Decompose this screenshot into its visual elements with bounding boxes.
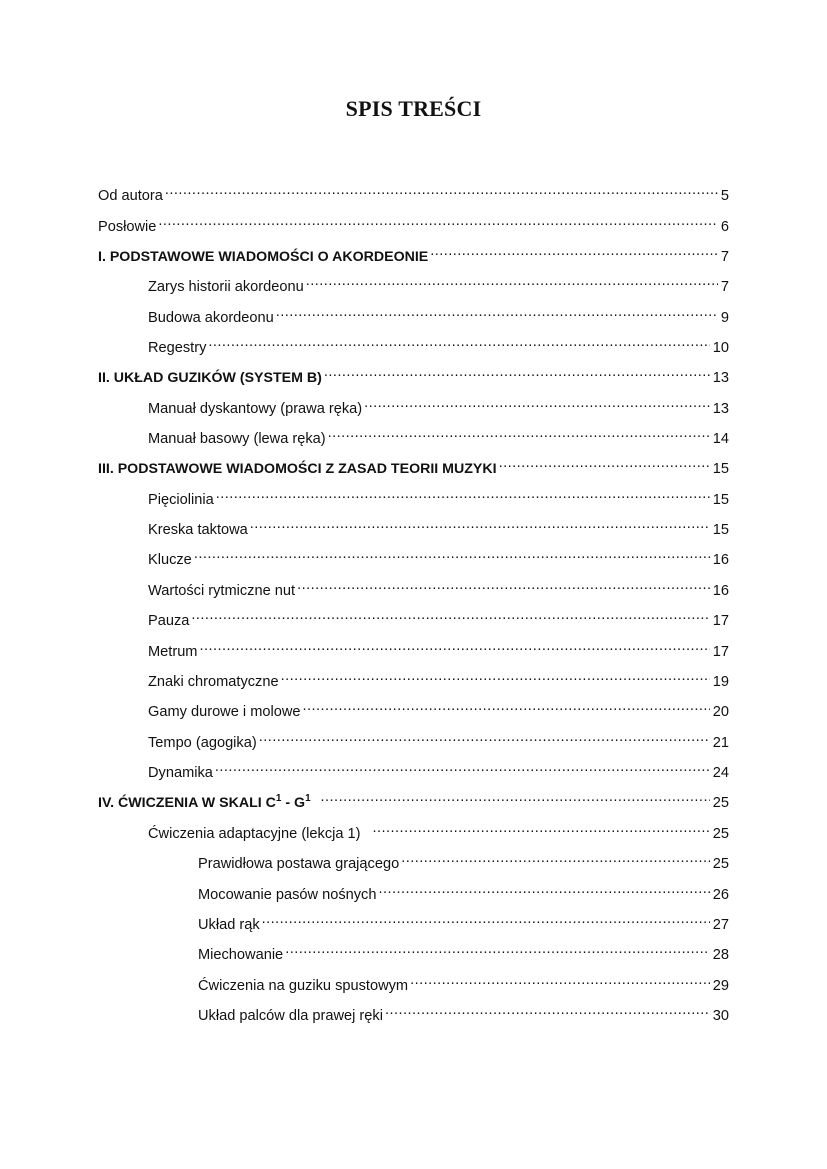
toc-page-number: 13 <box>712 370 729 386</box>
toc-entry[interactable] <box>198 937 729 963</box>
dot-leader <box>373 816 710 838</box>
toc-chapter-entry[interactable] <box>98 451 729 477</box>
toc-page-number: 25 <box>712 856 729 872</box>
toc-entry[interactable] <box>98 178 729 204</box>
toc-entry[interactable] <box>148 573 729 599</box>
toc-entry-label: Posłowie <box>98 219 157 235</box>
dot-leader <box>430 239 718 261</box>
dot-leader <box>306 269 718 291</box>
toc-chapter-entry[interactable] <box>98 360 729 386</box>
dot-leader <box>208 330 709 352</box>
dot-leader <box>262 907 710 929</box>
toc-entry-label: Miechowanie <box>198 947 284 963</box>
toc-page-number: 9 <box>720 310 729 326</box>
toc-page-number: 27 <box>712 917 729 933</box>
toc-entry-label: Pięciolinia <box>148 492 214 508</box>
toc-page-number: 7 <box>720 249 729 265</box>
toc-entry[interactable] <box>148 269 729 295</box>
toc-entry[interactable] <box>198 907 729 933</box>
toc-entry-label: II. UKŁAD GUZIKÓW (SYSTEM B) <box>98 370 322 386</box>
toc-entry-label: Manuał dyskantowy (prawa ręka) <box>148 401 363 417</box>
dot-leader <box>324 360 710 382</box>
toc-page-number: 16 <box>712 552 729 568</box>
toc-entry[interactable] <box>198 846 729 872</box>
dot-leader <box>302 694 709 716</box>
toc-entry-label: Wartości rytmiczne nut <box>148 583 296 599</box>
toc-page-number: 19 <box>712 674 729 690</box>
toc-page-number: 10 <box>712 340 729 356</box>
superscript: 1 <box>275 793 282 804</box>
dot-leader <box>297 573 710 595</box>
toc-entry-label: Klucze <box>148 552 192 568</box>
toc-entry[interactable] <box>198 968 729 994</box>
toc-page-number: 17 <box>712 613 729 629</box>
toc-entry-label: I. PODSTAWOWE WIADOMOŚCI O AKORDEONIE <box>98 249 429 265</box>
dot-leader <box>281 664 710 686</box>
toc-page-number: 13 <box>712 401 729 417</box>
toc-entry[interactable] <box>198 877 729 903</box>
toc-page-number: 20 <box>712 704 729 720</box>
toc-page-number: 26 <box>712 887 729 903</box>
toc-entry[interactable] <box>148 300 729 326</box>
dot-leader <box>191 603 709 625</box>
toc-entry[interactable] <box>98 209 729 235</box>
dot-leader <box>401 846 710 868</box>
toc-page-number: 6 <box>720 219 729 235</box>
toc-entry-label: Prawidłowa postawa grającego <box>198 856 400 872</box>
toc-entry[interactable] <box>148 391 729 417</box>
superscript: 1 <box>305 793 311 804</box>
dot-leader <box>410 968 710 990</box>
dot-leader <box>378 877 709 899</box>
dot-leader <box>194 542 710 564</box>
toc-entry[interactable] <box>148 482 729 508</box>
dot-leader <box>276 300 718 322</box>
toc-entry-label: Kreska taktowa <box>148 522 248 538</box>
toc-entry-label-text: IV. ĆWICZENIA W SKALI C <box>98 795 276 811</box>
toc-page-number: 17 <box>712 644 729 660</box>
toc-page-number: 14 <box>712 431 729 447</box>
toc-entry[interactable] <box>148 542 729 568</box>
dot-leader <box>321 785 710 807</box>
toc-entry-label: Układ palców dla prawej ręki <box>198 1008 383 1024</box>
dot-leader <box>259 725 710 747</box>
toc-entry[interactable] <box>148 694 729 720</box>
toc-entry-label: Metrum <box>148 644 198 660</box>
toc-entry-label: Ćwiczenia adaptacyjne (lekcja 1) <box>148 826 361 842</box>
toc-entry-label: Pauza <box>148 613 190 629</box>
toc-entry-label: Tempo (agogika) <box>148 735 257 751</box>
toc-page-number: 15 <box>712 522 729 538</box>
toc-entry[interactable] <box>148 816 729 842</box>
toc-chapter-entry[interactable] <box>98 239 729 265</box>
toc-page-number: 28 <box>712 947 729 963</box>
dot-leader <box>385 998 710 1020</box>
toc-entry-label-text: - G <box>281 795 306 811</box>
toc-entry-label: Gamy durowe i molowe <box>148 704 301 720</box>
toc-entry-label: Budowa akordeonu <box>148 310 274 326</box>
toc-page-number: 15 <box>712 492 729 508</box>
toc-entry-label: III. PODSTAWOWE WIADOMOŚCI Z ZASAD TEORII MUZYKI <box>98 461 497 477</box>
toc-page-number: 7 <box>720 279 729 295</box>
toc-entry[interactable] <box>148 725 729 751</box>
toc-page-number: 25 <box>712 795 729 811</box>
toc-entry-label: Dynamika <box>148 765 213 781</box>
toc-entry-label: Układ rąk <box>198 917 260 933</box>
dot-leader <box>216 482 710 504</box>
toc-entry[interactable] <box>148 603 729 629</box>
dot-leader <box>165 178 718 200</box>
toc-page-number: 30 <box>712 1008 729 1024</box>
dot-leader <box>285 937 710 959</box>
toc-page-number: 29 <box>712 978 729 994</box>
toc-entry-label: Zarys historii akordeonu <box>148 279 304 295</box>
dot-leader <box>158 209 717 231</box>
toc-entry[interactable] <box>148 755 729 781</box>
toc-page-number: 15 <box>712 461 729 477</box>
toc-page-number: 21 <box>712 735 729 751</box>
dot-leader <box>499 451 710 473</box>
dot-leader <box>250 512 710 534</box>
dot-leader <box>215 755 710 777</box>
toc-page-number: 16 <box>712 583 729 599</box>
toc-entry-label: Regestry <box>148 340 207 356</box>
toc-entry[interactable] <box>148 634 729 660</box>
toc-entry-label: Znaki chromatyczne <box>148 674 279 690</box>
toc-page-number: 25 <box>712 826 729 842</box>
toc-entry[interactable] <box>148 512 729 538</box>
toc-entry[interactable] <box>148 421 729 447</box>
toc-entry-label: Mocowanie pasów nośnych <box>198 887 377 903</box>
toc-entry-label: Manuał basowy (lewa ręka) <box>148 431 326 447</box>
toc-entry-label <box>98 792 321 814</box>
toc-chapter-entry[interactable] <box>98 785 729 811</box>
toc-page-number: 24 <box>712 765 729 781</box>
dot-leader <box>328 421 710 443</box>
dot-leader <box>199 634 709 656</box>
toc-entry-label: Od autora <box>98 188 163 204</box>
toc-entry[interactable] <box>148 330 729 356</box>
dot-leader <box>364 391 710 413</box>
toc-page-number: 5 <box>720 188 729 204</box>
toc-entry-label: Ćwiczenia na guziku spustowym <box>198 978 409 994</box>
toc-entry[interactable] <box>148 664 729 690</box>
page-title: SPIS TREŚCI <box>345 96 482 121</box>
toc-entry[interactable] <box>198 998 729 1024</box>
